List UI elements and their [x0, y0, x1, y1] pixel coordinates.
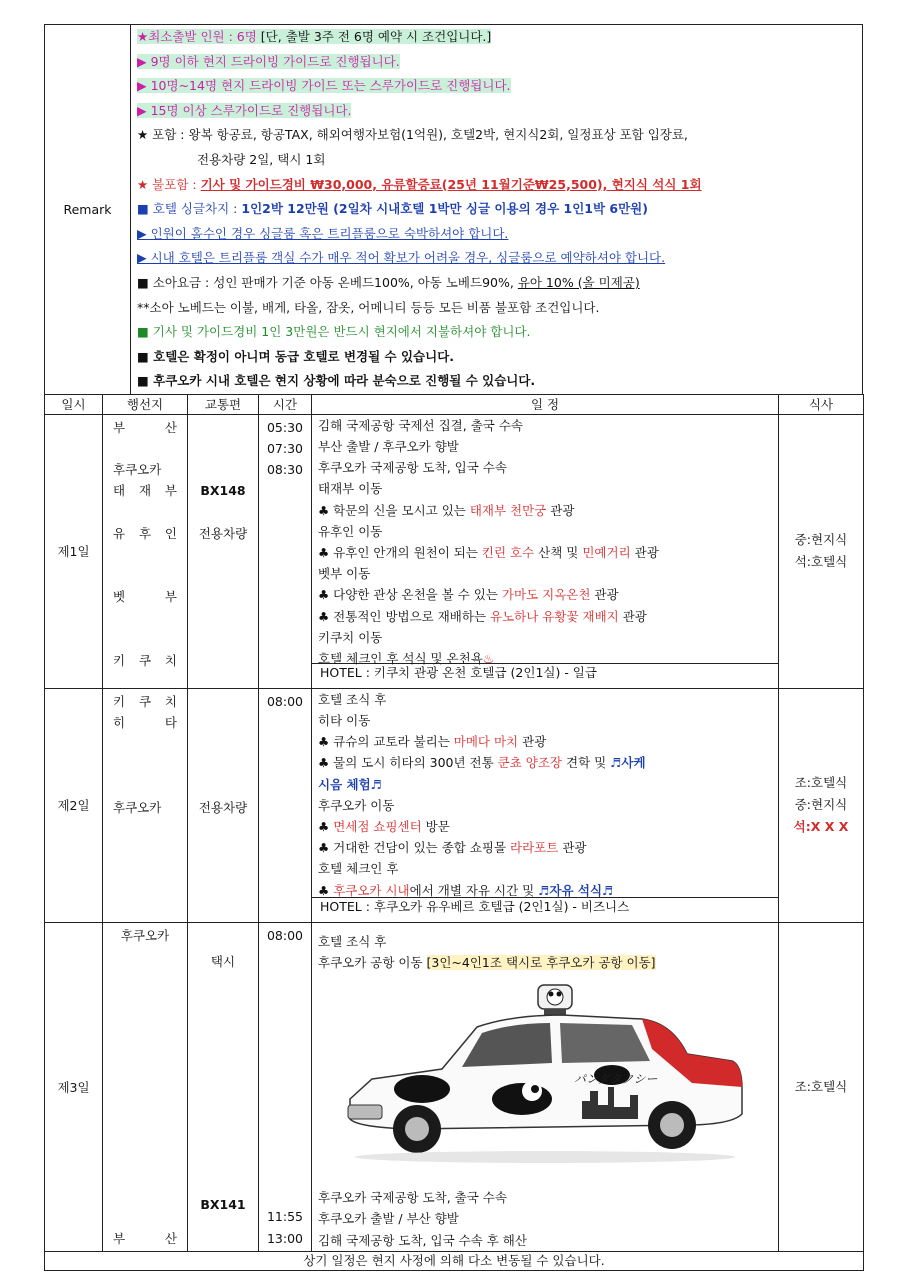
remark-text: ■ 호텔 싱글차지 : [137, 201, 242, 217]
remark-text: 기사 및 가이드경비 ₩30,000, 유류할증료(25년 11월기준₩25,500), 현지식 석식 1회 [200, 176, 702, 192]
remark-text: **소아 노베드는 이불, 배게, 타올, 잠옷, 어메니티 등등 모든 비품 불포함 조건입니다. [137, 299, 600, 315]
schedule-line [318, 774, 772, 795]
schedule-text: 키쿠치 이동 [318, 629, 383, 645]
destination [103, 438, 187, 459]
schedule-text: 시음 체험♬ [318, 776, 382, 792]
schedule-line [318, 606, 772, 627]
remark-text: ■ 기사 및 가이드경비 1인 3만원은 반드시 현지에서 지불하셔야 합니다. [137, 324, 531, 340]
schedule-line [318, 627, 772, 648]
schedule-line [318, 1187, 772, 1208]
remark-label: Remark [45, 25, 131, 395]
destination [103, 565, 187, 586]
itinerary-page [44, 24, 863, 1271]
schedule-text: 후쿠오카 국제공항 도착, 입국 수속 [318, 460, 507, 476]
schedule-text: 관광 [590, 587, 619, 603]
schedule-text: 벳부 이동 [318, 566, 371, 582]
remark-line [137, 197, 856, 222]
schedule-line [318, 436, 772, 457]
time: 05:30 [266, 419, 304, 435]
transport: BX141 [200, 1196, 246, 1212]
schedule-text: 후쿠오카 공항 이동 [318, 955, 427, 971]
destinations [103, 688, 188, 922]
remark-text: ▶ 10명~14명 현지 드라이빙 가이드 또는 스루가이드로 진행됩니다. [137, 78, 511, 94]
header-schedule: 일 정 [312, 394, 779, 414]
remark-line [137, 123, 856, 148]
schedule-text: 후쿠오카 출발 / 부산 향발 [318, 1211, 459, 1227]
transport [188, 712, 258, 733]
schedule-table [44, 394, 864, 1271]
schedule-text: 관광 [630, 545, 659, 561]
transport [188, 438, 258, 459]
schedule-text: 후쿠오카 이동 [318, 797, 395, 813]
schedule-text: 김해 국제공항 국제선 집결, 출국 수속 [318, 417, 523, 433]
meal: 조:호텔식 [794, 1078, 848, 1094]
schedule-line [318, 710, 772, 731]
footer-note: 상기 일정은 현지 사정에 의해 다소 변동될 수 있습니다. [45, 1251, 864, 1270]
schedule-line [318, 1230, 772, 1251]
schedule-text: 후쿠오카 시내 [333, 882, 410, 898]
schedule-line [318, 478, 772, 499]
schedule-text: ♣ 유후인 안개의 원천이 되는 [318, 545, 482, 561]
meal: 중:현지식 [794, 797, 848, 813]
remark-text: ■ 소아요금 : 성인 판매가 기준 아동 온베드100%, 아동 노베드90%, [137, 274, 518, 290]
day-row-3 [45, 922, 864, 1251]
destinations [103, 922, 188, 1251]
remark-text: 전용차량 2일, 택시 1회 [197, 151, 326, 167]
schedule-text: 호텔 조식 후 [318, 933, 387, 949]
remark-line [137, 74, 856, 99]
schedule-text: 태재부 이동 [318, 481, 383, 497]
remark-text: ■ 호텔은 확정이 아니며 동급 호텔로 변경될 수 있습니다. [137, 348, 455, 364]
remark-text: 유아 10% (올 미제공) [517, 274, 640, 290]
transport: 전용차량 [198, 525, 248, 541]
schedule-text: 산책 및 [534, 545, 583, 561]
destination: 후쿠오카 [113, 462, 162, 478]
remark-line [137, 296, 856, 321]
schedule-line [318, 1208, 772, 1229]
meals [779, 688, 864, 922]
schedule-text: ♣ 거대한 건담이 있는 종합 쇼핑몰 [318, 840, 511, 856]
destination: 태 재 부 [113, 483, 177, 499]
time: 11:55 [266, 1209, 304, 1225]
remark-line [137, 320, 856, 345]
remark-line [137, 271, 856, 296]
remark-text: ▶ 인원이 홀수인 경우 싱글룸 혹은 트리플룸으로 숙박하셔야 합니다. [137, 225, 509, 241]
schedule-text: ♬사케 [610, 755, 646, 771]
taxi-illustration [312, 979, 779, 1179]
schedule-text: 호텔 체크인 후 석식 및 온천욕 [318, 650, 483, 666]
remark-text: ■ 후쿠오카 시내 호텔은 현지 상황에 따라 분숙으로 진행될 수 있습니다. [137, 373, 536, 389]
transport [188, 502, 258, 523]
remark-body [131, 25, 863, 395]
day-label: 제1일 [45, 414, 103, 688]
schedule-text: 유후인 이동 [318, 523, 383, 539]
destination [103, 733, 187, 754]
time: 13:00 [266, 1230, 304, 1246]
destination: 히 타 [113, 715, 177, 731]
schedule-text: 에서 개별 자유 시간 및 [409, 882, 539, 898]
schedule-text: 부산 출발 / 후쿠오카 향발 [318, 439, 459, 455]
hotel-info: HOTEL : 키쿠치 관광 온천 호텔급 (2인1실) - 일급 [312, 663, 778, 682]
destination [103, 608, 187, 629]
destination: 부 산 [113, 419, 177, 435]
schedule-text: 견학 및 [562, 755, 611, 771]
remark-line [137, 50, 856, 75]
destination: 벳 부 [113, 589, 177, 605]
destinations [103, 414, 188, 688]
meal: 조:호텔식 [794, 775, 848, 791]
schedule-text: [3인~4인1조 택시로 후쿠오카 공항 이동] [426, 955, 656, 971]
schedule-text: ♣ 학문의 신을 모시고 있는 [318, 502, 470, 518]
schedule-text: 히타 이동 [318, 713, 371, 729]
transports [188, 688, 259, 922]
destination: 후쿠오카 [113, 799, 162, 815]
destination [103, 502, 187, 523]
meal: 중:현지식 [794, 532, 848, 548]
destination: 키 쿠 치 [113, 693, 177, 709]
remark-text: ★최소출발 인원 : 6명 [137, 29, 261, 44]
schedule-line [318, 837, 772, 858]
meals [779, 414, 864, 688]
transports [188, 414, 259, 688]
destination [103, 629, 187, 650]
transport: 전용차량 [198, 799, 248, 815]
time: 08:00 [266, 693, 304, 709]
schedule-line [318, 415, 772, 436]
schedule-header [45, 394, 864, 414]
schedule-text: 방문 [421, 819, 450, 835]
time: 08:30 [266, 462, 304, 478]
footer-row [45, 1251, 864, 1270]
schedule-text: 관광 [618, 608, 647, 624]
destination: 키 쿠 치 [113, 652, 177, 668]
transports [188, 922, 259, 1251]
schedule-details [312, 688, 779, 922]
schedule-text: ♣ 전통적인 방법으로 재배하는 [318, 608, 491, 624]
header-date: 일시 [45, 394, 103, 414]
schedule-line [318, 731, 772, 752]
schedule-details [312, 922, 779, 1251]
transport: BX148 [200, 483, 246, 499]
schedule-text: 면세점 쇼핑센터 [333, 819, 422, 835]
schedule-text: ♬자유 석식♬ [538, 882, 614, 898]
schedule-text: ♣ 다양한 관상 온천을 볼 수 있는 [318, 587, 502, 603]
schedule-line [318, 542, 772, 563]
schedule-text: ♣ 물의 도시 히타의 300년 전통 [318, 755, 498, 771]
remark-text: ★ 불포함 : [137, 176, 201, 192]
remark-text: [단, 출발 3주 전 6명 예약 시 조건입니다.] [260, 29, 492, 44]
remark-line [137, 222, 856, 247]
remark-line [137, 99, 856, 124]
remark-line [137, 173, 856, 198]
remark-line [137, 25, 856, 50]
schedule-text: 민예거리 [582, 545, 631, 561]
schedule-text: 호텔 조식 후 [318, 691, 387, 707]
schedule-line [318, 816, 772, 837]
schedule-text: 가마도 지옥온천 [501, 587, 591, 603]
header-time: 시간 [259, 394, 312, 414]
remark-line [137, 345, 856, 370]
day-row-2 [45, 688, 864, 922]
schedule-line [318, 689, 772, 710]
times [259, 688, 312, 922]
transport [188, 417, 258, 438]
schedule-line [318, 795, 772, 816]
destination: 부 산 [113, 1230, 177, 1246]
schedule-text: 킨린 호수 [481, 545, 535, 561]
transport [188, 733, 258, 754]
remark-text: 1인2박 12만원 (2일차 시내호텔 1박만 싱글 이용의 경우 1인1박 6만원) [241, 201, 648, 217]
schedule-text: 마메다 마치 [453, 734, 519, 750]
schedule-text: 호텔 체크인 후 [318, 861, 399, 877]
schedule-text: ♨ [482, 650, 494, 666]
header-destination: 행선지 [103, 394, 188, 414]
remark-lines [137, 25, 856, 394]
remark-line [137, 246, 856, 271]
destination: 후쿠오카 [120, 927, 170, 943]
transport [188, 776, 258, 797]
destination: 유 후 인 [113, 525, 177, 541]
meal: 석:X X X [793, 819, 849, 835]
header-meals: 식사 [779, 394, 864, 414]
remark-text: ★ 포함 : 왕복 항공료, 항공TAX, 해외여행자보험(1억원), 호텔2박, 현지식2회, 일정표상 포함 입장료, [137, 127, 688, 143]
schedule-line [318, 858, 772, 879]
schedule-line [318, 584, 772, 605]
schedule-text: 쿤쵸 양조장 [497, 755, 563, 771]
meals [779, 922, 864, 1251]
schedule-text: ♣ 큐슈의 교토라 불리는 [318, 734, 454, 750]
transport [188, 754, 258, 775]
destination [103, 544, 187, 565]
transport [188, 691, 258, 712]
schedule-line [318, 752, 772, 773]
schedule-line [318, 563, 772, 584]
destination [103, 776, 187, 797]
remark-text: ▶ 시내 호텔은 트리플룸 객실 수가 매우 적어 확보가 어려울 경우, 싱글룸으로 예약하셔야 합니다. [137, 250, 666, 266]
remark-text: ▶ 15명 이상 스루가이드로 진행됩니다. [137, 102, 352, 118]
transport [188, 459, 258, 480]
day-row-1 [45, 414, 864, 688]
hotel-info: HOTEL : 후쿠오카 유우베르 호텔급 (2인1실) - 비즈니스 [312, 897, 778, 916]
schedule-text: ♣ [318, 819, 334, 835]
schedule-line [318, 521, 772, 542]
day-label: 제2일 [45, 688, 103, 922]
remark-text: ▶ 9명 이하 현지 드라이빙 가이드로 진행됩니다. [137, 53, 400, 69]
schedule-text: 관광 [558, 840, 587, 856]
schedule-text: 관광 [518, 734, 547, 750]
remark-line [137, 148, 856, 173]
schedule-details [312, 414, 779, 688]
schedule-text: 후쿠오카 국제공항 도착, 출국 수속 [318, 1190, 507, 1206]
schedule-text: 김해 국제공항 도착, 입국 수속 후 해산 [318, 1232, 527, 1248]
times [259, 414, 312, 688]
times [259, 922, 312, 1251]
panda-taxi-image [312, 979, 778, 1179]
schedule-text: ♣ [318, 882, 334, 898]
schedule-line [318, 457, 772, 478]
time: 07:30 [266, 441, 304, 457]
schedule-line [318, 931, 772, 952]
schedule-text: 유노하나 유황꽃 재배지 [490, 608, 619, 624]
schedule-line [318, 952, 772, 973]
remark-line [137, 369, 856, 394]
meal: 석:호텔식 [794, 554, 848, 570]
taxi-brand-text: パンダタクシー [574, 1072, 658, 1087]
schedule-text: 관광 [546, 502, 575, 518]
schedule-text: 라라포트 [510, 840, 559, 856]
remark-table [44, 24, 863, 395]
schedule-text: 태재부 천만궁 [469, 502, 547, 518]
time: 08:00 [266, 927, 304, 943]
day-label: 제3일 [45, 922, 103, 1251]
transport: 택시 [210, 953, 236, 969]
header-transport: 교통편 [188, 394, 259, 414]
destination [103, 754, 187, 775]
schedule-line [318, 500, 772, 521]
